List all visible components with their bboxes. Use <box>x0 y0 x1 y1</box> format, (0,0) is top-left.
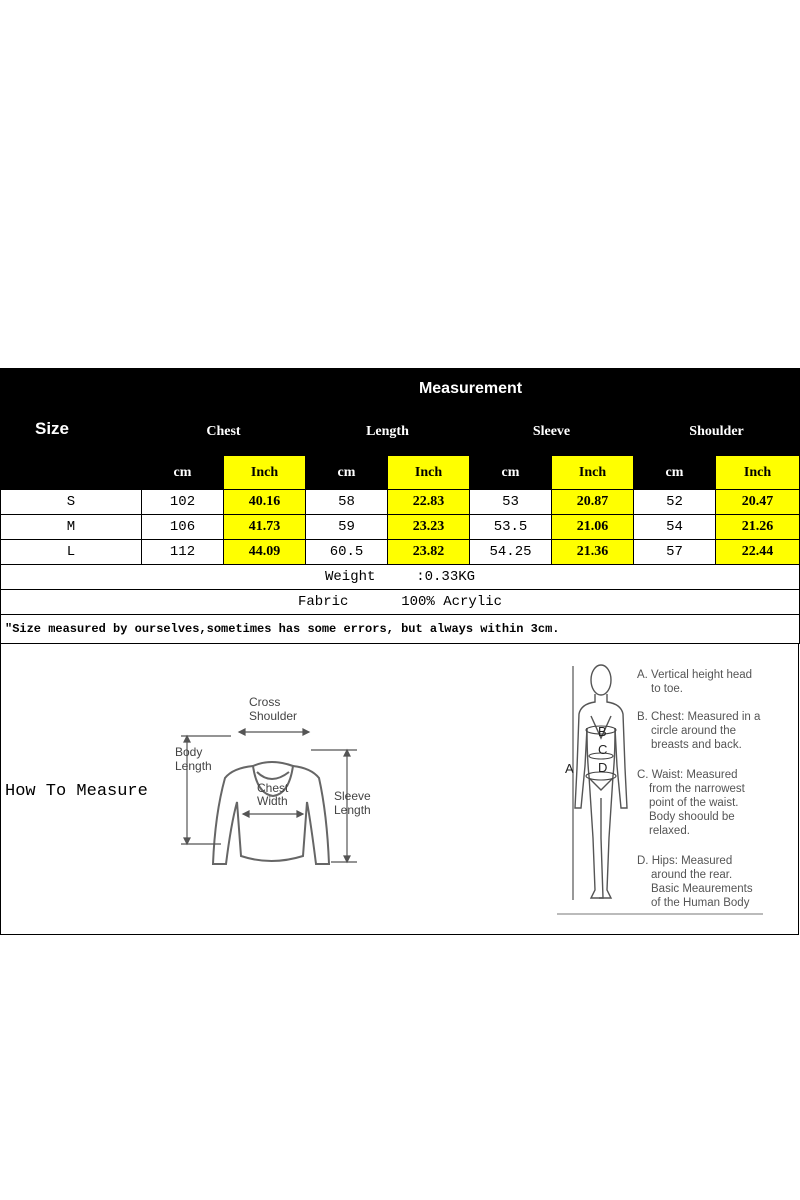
value-cell: 22.44 <box>716 540 800 565</box>
desc-c-line-5: relaxed. <box>649 825 690 837</box>
fabric-row <box>1 590 800 615</box>
unit-inch: Inch <box>552 456 634 490</box>
sleeve-length-label-1: Sleeve <box>334 789 371 803</box>
chest-width-label-1: Chest <box>257 781 289 795</box>
shoulder-header: Shoulder <box>634 409 800 456</box>
sweater-outline <box>213 762 329 864</box>
desc-c-line-1: C. Waist: Measured <box>637 769 738 781</box>
desc-c-line-2: from the narrowest <box>649 783 745 795</box>
unit-cm: cm <box>470 456 552 490</box>
value-cell: 59 <box>306 515 388 540</box>
chest-width-arrow <box>243 811 303 817</box>
sleeve-header: Sleeve <box>470 409 634 456</box>
desc-a-line-2: to toe. <box>651 683 683 695</box>
desc-c-line-4: Body shoould be <box>649 811 735 823</box>
value-cell: 52 <box>634 490 716 515</box>
value-cell: 54 <box>634 515 716 540</box>
value-cell: 106 <box>142 515 224 540</box>
value-cell: 23.23 <box>388 515 470 540</box>
desc-d-line-3: Basic Meaurements <box>651 883 753 895</box>
value-cell: 53.5 <box>470 515 552 540</box>
human-body-outline <box>575 665 627 898</box>
value-cell: 40.16 <box>224 490 306 515</box>
value-cell: 53 <box>470 490 552 515</box>
weight-value: :0.33KG <box>416 569 476 585</box>
unit-inch: Inch <box>716 456 800 490</box>
size-note: "Size measured by ourselves,sometimes has some errors, but always within 3cm. <box>1 615 800 644</box>
desc-b-line-1: B. Chest: Measured in a <box>637 711 761 723</box>
sleeve-length-label-2: Length <box>334 803 371 817</box>
desc-d-line-4: of the Human Body <box>651 897 750 909</box>
value-cell: 57 <box>634 540 716 565</box>
desc-b-line-2: circle around the <box>651 725 737 737</box>
unit-inch: Inch <box>224 456 306 490</box>
size-cell: L <box>1 540 142 565</box>
value-cell: 58 <box>306 490 388 515</box>
value-cell: 20.47 <box>716 490 800 515</box>
table-row <box>1 515 800 540</box>
body-diagram <box>551 658 796 928</box>
letter-c: C <box>598 742 608 757</box>
unit-cm: cm <box>142 456 224 490</box>
desc-b-line-3: breasts and back. <box>651 739 742 751</box>
measure-descriptions <box>637 669 761 909</box>
size-header: Size <box>1 369 142 490</box>
size-table <box>0 368 800 644</box>
cross-shoulder-label-1: Cross <box>249 695 281 709</box>
size-cell: M <box>1 515 142 540</box>
unit-inch: Inch <box>388 456 470 490</box>
value-cell: 23.82 <box>388 540 470 565</box>
fabric-label: Fabric <box>297 594 349 610</box>
how-to-measure-section <box>0 644 799 935</box>
value-cell: 102 <box>142 490 224 515</box>
chest-width-label-2: Width <box>257 794 288 808</box>
table-row <box>1 490 800 515</box>
value-cell: 60.5 <box>306 540 388 565</box>
how-to-measure-title: How To Measure <box>5 782 148 801</box>
size-cell: S <box>1 490 142 515</box>
length-header: Length <box>306 409 470 456</box>
letter-d: D <box>598 760 608 775</box>
measurement-header: Measurement <box>142 369 800 409</box>
table-row <box>1 540 800 565</box>
value-cell: 22.83 <box>388 490 470 515</box>
value-cell: 20.87 <box>552 490 634 515</box>
letter-b: B <box>598 724 607 739</box>
value-cell: 54.25 <box>470 540 552 565</box>
cross-shoulder-arrow <box>239 729 309 735</box>
letter-a: A <box>565 761 574 776</box>
desc-d-line-2: around the rear. <box>651 869 733 881</box>
unit-cm: cm <box>634 456 716 490</box>
size-chart <box>0 368 800 935</box>
weight-label: Weight <box>324 569 376 585</box>
value-cell: 112 <box>142 540 224 565</box>
unit-cm: cm <box>306 456 388 490</box>
cross-shoulder-label-2: Shoulder <box>249 709 298 723</box>
garment-diagram <box>171 694 381 869</box>
value-cell: 21.36 <box>552 540 634 565</box>
value-cell: 21.06 <box>552 515 634 540</box>
body-length-label-1: Body <box>175 745 203 759</box>
chest-header: Chest <box>142 409 306 456</box>
desc-c-line-3: point of the waist. <box>649 797 739 809</box>
desc-a-line-1: A. Vertical height head <box>637 669 753 681</box>
value-cell: 21.26 <box>716 515 800 540</box>
desc-d-line-1: D. Hips: Measured <box>637 855 733 867</box>
body-length-label-2: Length <box>175 759 212 773</box>
fabric-value: 100% Acrylic <box>401 594 503 610</box>
value-cell: 41.73 <box>224 515 306 540</box>
value-cell: 44.09 <box>224 540 306 565</box>
weight-row <box>1 565 800 590</box>
